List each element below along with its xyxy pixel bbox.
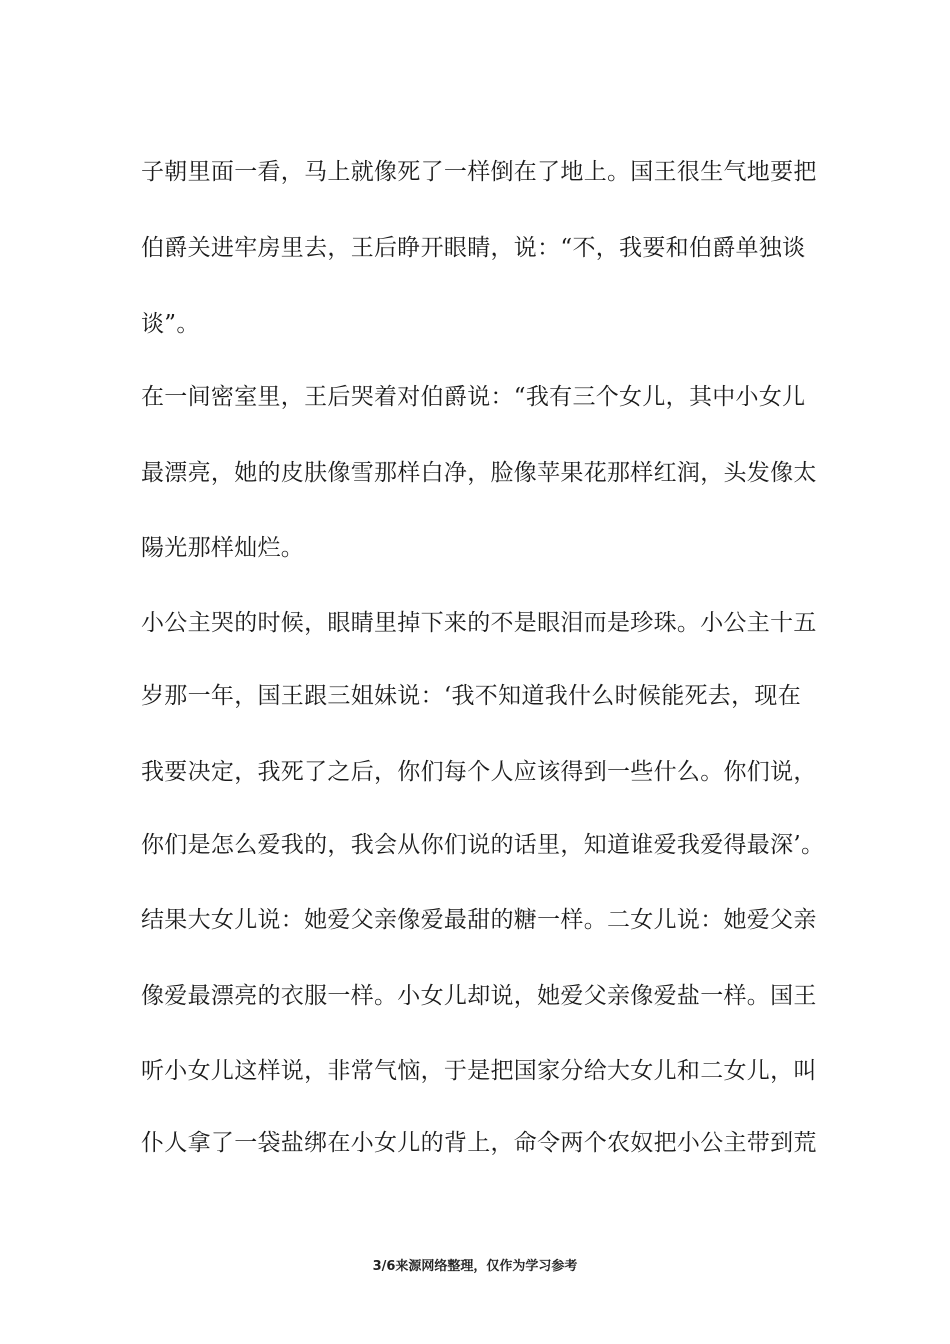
text-line: 像爱最漂亮的衣服一样。小女儿却说，她爱父亲像爱盐一样。国王: [141, 983, 817, 1009]
text-line: 子朝里面一看，马上就像死了一样倒在了地上。国王很生气地要把: [141, 159, 817, 185]
text-line: 岁那一年，国王跟三姐妹说：‘我不知道我什么时候能死去，现在: [141, 683, 802, 709]
text-line: 陽光那样灿烂。: [141, 535, 305, 561]
text-line: 你们是怎么爱我的，我会从你们说的话里，知道谁爱我爱得最深’。: [141, 832, 825, 858]
text-line: 最漂亮，她的皮肤像雪那样白净，脸像苹果花那样红润，头发像太: [141, 460, 817, 486]
text-line: 小公主哭的时候，眼睛里掉下来的不是眼泪而是珍珠。小公主十五: [141, 610, 817, 636]
page-footer: 3/6来源网络整理，仅作为学习参考: [372, 1259, 578, 1274]
text-line: 在一间密室里，王后哭着对伯爵说：“我有三个女儿，其中小女儿: [141, 384, 806, 410]
text-line: 我要决定，我死了之后，你们每个人应该得到一些什么。你们说，: [141, 759, 817, 785]
text-line: 结果大女儿说：她爱父亲像爱最甜的糖一样。二女儿说：她爱父亲: [141, 907, 817, 933]
text-line: 听小女儿这样说，非常气恼，于是把国家分给大女儿和二女儿，叫: [141, 1058, 817, 1084]
text-line: 伯爵关进牢房里去，王后睁开眼睛，说：“不，我要和伯爵单独谈: [141, 235, 806, 261]
text-line: 谈”。: [141, 311, 200, 337]
text-line: 仆人拿了一袋盐绑在小女儿的背上，命令两个农奴把小公主带到荒: [141, 1130, 817, 1156]
